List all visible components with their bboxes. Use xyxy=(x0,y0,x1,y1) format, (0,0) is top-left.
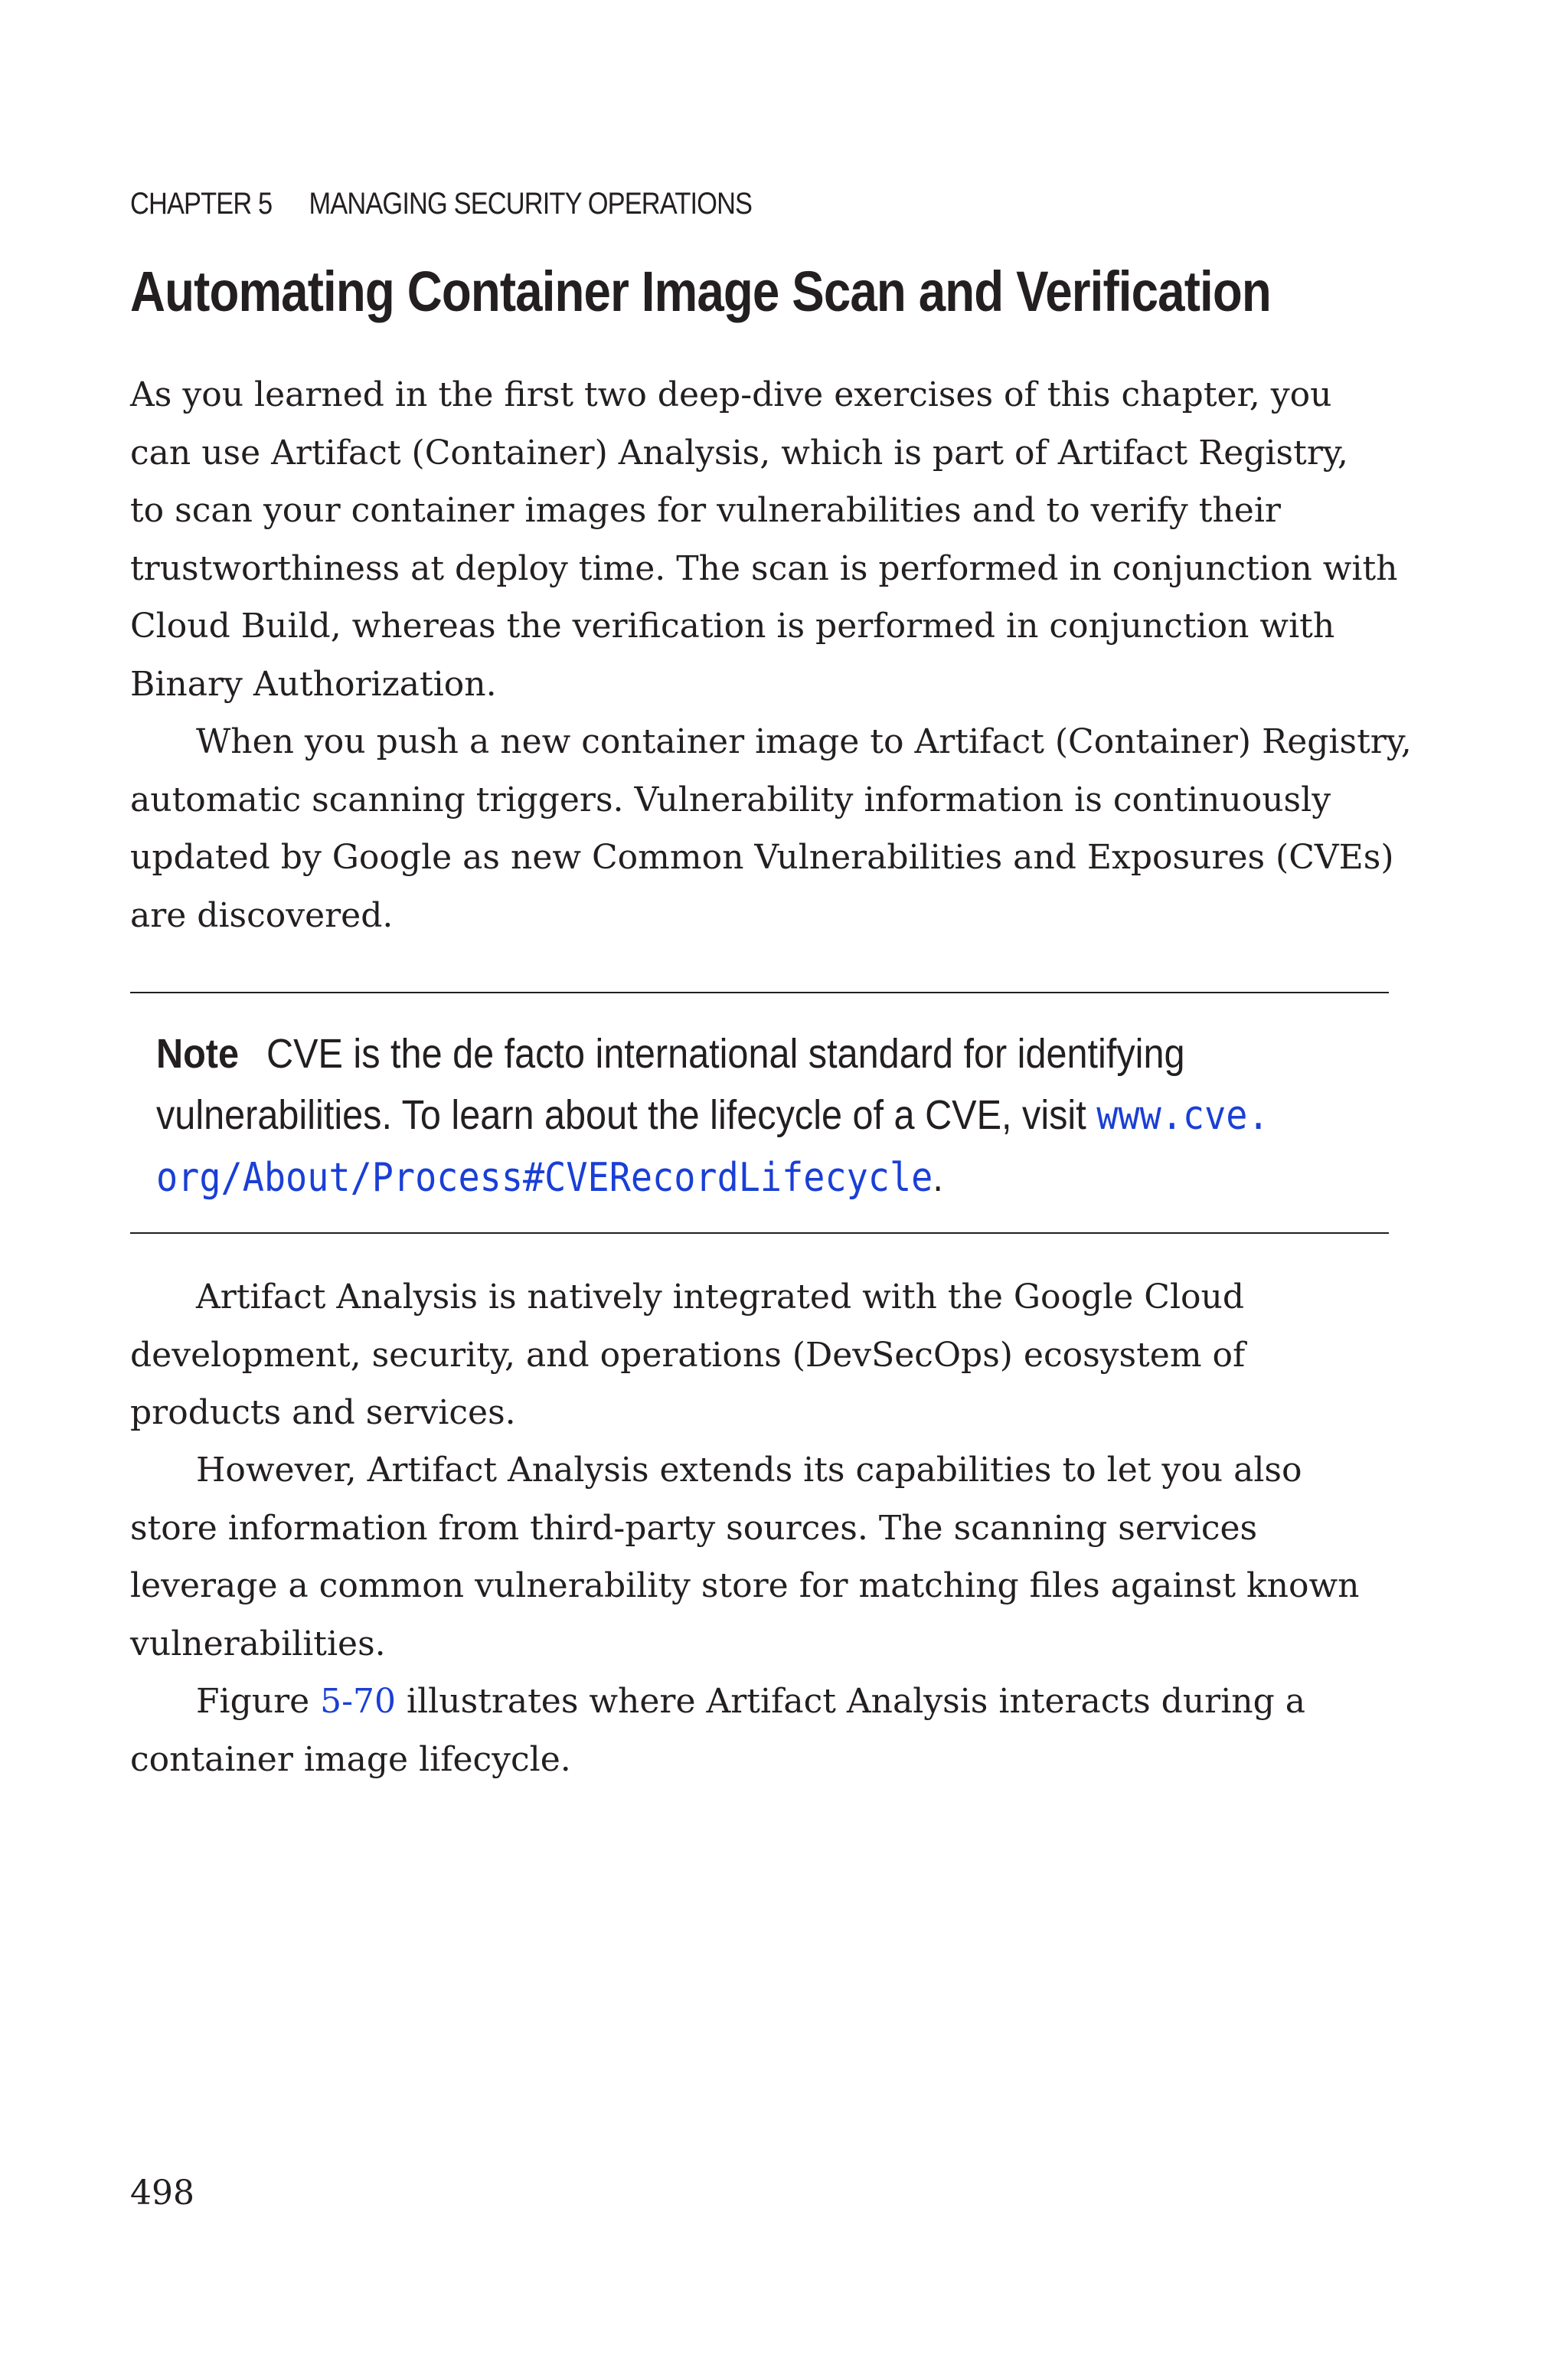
note-text-2: vulnerabilities. To learn about the lifecycle of a CVE, visit xyxy=(156,1092,1097,1138)
note-text-1: CVE is the de facto international standard for identifying xyxy=(266,1031,1185,1077)
paragraph-line: Artifact Analysis is natively integrated with the Google Cloud xyxy=(196,1277,1245,1317)
note-line-3 xyxy=(156,1146,1259,1209)
paragraph-line: Cloud Build, whereas the verification is performed in conjunction with xyxy=(130,607,1335,646)
paragraph-line: products and services. xyxy=(130,1393,516,1432)
note-line-1 xyxy=(156,1023,1259,1084)
paragraph-line: automatic scanning triggers. Vulnerability information is continuously xyxy=(130,780,1331,819)
cve-link-part-2[interactable]: org/About/Process#CVERecordLifecycle xyxy=(156,1155,933,1201)
paragraph-line: are discovered. xyxy=(130,895,394,935)
paragraph-line: trustworthiness at deploy time. The scan is performed in conjunction with xyxy=(130,548,1398,588)
running-head xyxy=(130,187,752,221)
note-line-2 xyxy=(156,1084,1269,1146)
paragraph-line: to scan your container images for vulnerabilities and to verify their xyxy=(130,491,1281,530)
figure-ref-suffix: illustrates where Artifact Analysis interacts during a xyxy=(396,1682,1305,1721)
paragraph-line: leverage a common vulnerability store for matching files against known xyxy=(130,1566,1360,1605)
paragraph-3 xyxy=(130,1268,1393,1442)
paragraph-4 xyxy=(130,1441,1393,1673)
running-head-chapter: CHAPTER 5 xyxy=(130,187,273,221)
note-end-punct: . xyxy=(933,1154,943,1200)
paragraph-line: When you push a new container image to Artifact (Container) Registry, xyxy=(196,722,1412,761)
paragraph-1 xyxy=(130,366,1398,713)
paragraph-line: can use Artifact (Container) Analysis, which is part of Artifact Registry, xyxy=(130,433,1348,473)
cve-link-part-1[interactable]: www.cve. xyxy=(1096,1093,1269,1139)
paragraph-line: However, Artifact Analysis extends its capabilities to let you also xyxy=(196,1451,1302,1490)
figure-ref-prefix: Figure xyxy=(196,1682,321,1721)
paragraph-2 xyxy=(130,713,1412,944)
note-label: Note xyxy=(156,1031,239,1077)
note-bottom-rule xyxy=(130,1232,1389,1234)
paragraph-line xyxy=(130,1673,1393,1731)
section-title: Automating Container Image Scan and Verification xyxy=(130,260,1271,323)
paragraph-line: As you learned in the first two deep-dive exercises of this chapter, you xyxy=(130,375,1332,414)
paragraph-line: development, security, and operations (DevSecOps) ecosystem of xyxy=(130,1335,1246,1375)
figure-ref-link[interactable]: 5-70 xyxy=(320,1682,397,1721)
page-number: 498 xyxy=(130,2174,194,2213)
note-box xyxy=(156,1023,1269,1209)
note-top-rule xyxy=(130,992,1389,993)
paragraph-line: container image lifecycle. xyxy=(130,1739,571,1779)
paragraph-line: store information from third-party sources. The scanning services xyxy=(130,1508,1258,1548)
paragraph-line: Binary Authorization. xyxy=(130,664,497,704)
paragraph-line: updated by Google as new Common Vulnerabilities and Exposures (CVEs) xyxy=(130,838,1394,877)
paragraph-line: vulnerabilities. xyxy=(130,1624,386,1663)
paragraph-5 xyxy=(130,1673,1393,1788)
running-head-title: MANAGING SECURITY OPERATIONS xyxy=(309,187,753,221)
